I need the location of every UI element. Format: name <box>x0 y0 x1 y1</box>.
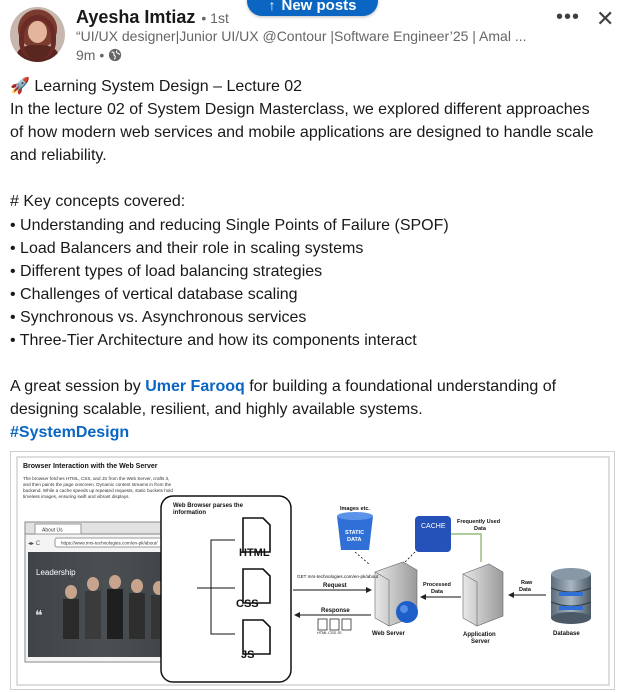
hashtag-link[interactable]: #SystemDesign <box>10 424 130 442</box>
raw-line: Raw <box>521 580 533 586</box>
concepts-heading: # Key concepts covered: <box>10 193 186 211</box>
hashtag-line <box>10 421 615 444</box>
static-label: DATA <box>347 537 362 543</box>
browser-nav-icon: ◂▸ C <box>28 541 41 547</box>
system-diagram <box>11 452 614 689</box>
closing-line-2: designing scalable, resilient, and highly available systems. <box>10 401 423 419</box>
post-image[interactable] <box>10 451 615 690</box>
js-label: JS <box>241 649 255 661</box>
parse-label-line: information <box>173 510 206 516</box>
application-server-icon <box>463 564 503 626</box>
freq-used-line: Data <box>474 526 486 532</box>
avatar[interactable] <box>10 7 65 62</box>
hero-text: Leadership <box>36 568 76 577</box>
app-server-line: Server <box>471 639 490 645</box>
mention-link[interactable]: Umer Farooq <box>145 378 245 396</box>
static-data-bucket <box>337 512 373 550</box>
closing-line-1: A great session by Umer Farooq for building a foundational understanding of <box>10 378 557 396</box>
author-headline: “UI/UX designer|Junior UI/UX @Contour |Software Engineer’25 | Amal ... <box>76 28 527 44</box>
database-icon <box>551 568 591 624</box>
raw-line: Data <box>519 587 531 593</box>
request-label: Request <box>323 583 347 589</box>
concept-item: • Three-Tier Architecture and how its components interact <box>10 332 417 350</box>
globe-icon <box>108 48 122 62</box>
database-label: Database <box>553 631 580 637</box>
new-posts-label: New posts <box>281 0 357 14</box>
concept-item: • Different types of load balancing strategies <box>10 262 323 280</box>
concept-item: • Synchronous vs. Asynchronous services <box>10 308 307 326</box>
connection-degree: • 1st <box>201 9 229 26</box>
cache-box <box>415 516 451 552</box>
cache-label: CACHE <box>421 523 446 530</box>
get-url-label: GET mrs-technologies.com/en-pk/about <box>297 574 379 579</box>
css-label: CSS <box>236 598 259 610</box>
browser-url: https://www.mrs-technologies.com/en-pk/about/ <box>61 540 158 546</box>
author-name-row[interactable] <box>76 7 229 28</box>
static-label: STATIC <box>345 530 365 536</box>
post-text <box>10 75 615 445</box>
processed-line: Processed <box>423 582 451 588</box>
intro-line-1: In the lecture 02 of System Design Masterclass, we explored different approaches <box>10 101 590 119</box>
html-label: HTML <box>239 547 270 559</box>
intro-line-3: and reliability. <box>10 147 107 165</box>
browser-tab-label: About Us <box>42 527 63 534</box>
processed-line: Data <box>431 589 443 595</box>
response-label: Response <box>321 608 350 614</box>
figure-desc-line: The browser fetches HTML, CSS, and JS from the Web Server, crafts it, <box>23 476 170 481</box>
post-title: 🚀 Learning System Design – Lecture 02 <box>10 78 303 95</box>
figure-desc-line: and then paints the page onscreen. Dynamic content streams in from the <box>23 482 172 487</box>
arrow-up-icon: ↑ <box>268 0 276 13</box>
post-time: 9m • <box>76 47 105 63</box>
concept-item: • Challenges of vertical database scaling <box>10 285 298 303</box>
parse-box <box>161 496 291 682</box>
images-label: Images etc. <box>340 506 370 512</box>
app-server-line: Application <box>463 632 496 638</box>
close-icon[interactable]: ✕ <box>596 6 615 31</box>
web-server-icon <box>375 562 418 626</box>
figure-desc-line: backend. While a cache speeds up repeated requests, static buckets hold <box>23 488 173 493</box>
new-posts-button[interactable] <box>247 0 378 16</box>
response-files-label: HTML CSS JS <box>317 631 342 635</box>
concept-item: • Understanding and reducing Single Points of Failure (SPOF) <box>10 216 449 234</box>
figure-title: Browser Interaction with the Web Server <box>23 463 158 470</box>
freq-used-line: Frequently Used <box>457 519 501 525</box>
html-file-icon <box>239 518 270 559</box>
web-server-label: Web Server <box>372 631 405 637</box>
figure-desc-line: timeless images, ensuring swift and vibrant displays. <box>23 494 130 499</box>
author-name[interactable]: Ayesha Imtiaz <box>76 7 196 27</box>
more-options-icon[interactable]: ••• <box>556 6 581 28</box>
concept-item: • Load Balancers and their role in scaling systems <box>10 239 364 257</box>
quote-icon: ❝ <box>35 607 43 623</box>
parse-label-line: Web Browser parses the <box>173 503 243 509</box>
intro-line-2: of how modern web services and mobile applications are designed to handle scale <box>10 124 594 142</box>
post-time-row <box>76 47 122 63</box>
